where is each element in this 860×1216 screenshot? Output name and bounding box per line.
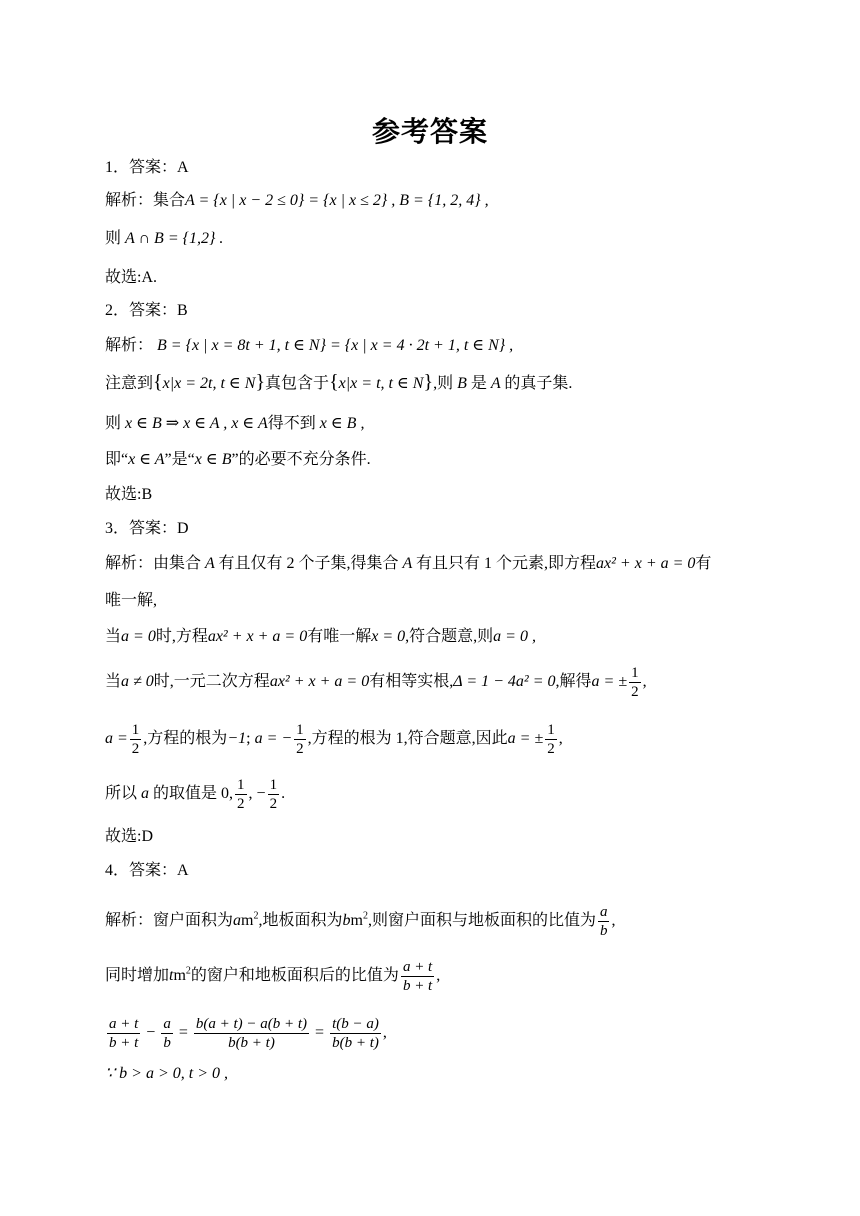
q2-note: 注意到{x|x = 2t, t ∈ N}真包含于{x|x = t, t ∈ N},则 B 是 A 的真子集.: [105, 371, 573, 393]
q4-answer: 4．答案：A: [105, 862, 189, 879]
page-title: 参考答案: [371, 115, 488, 148]
q3-line5: a = $\frac{1}{2}$ ,方程的根为−1; a = − $\frac{1}{2}$ ,方程的根为 1,符合题意,因此a = ± $\frac{1}{2}$ ,: [105, 722, 563, 757]
q2-answer: 2．答案：B: [105, 302, 188, 319]
q4-line1: 解析：窗户面积为$am^2$,地板面积为$bm^2$,则窗户面积与地板面积的比值为 $\frac{a}{b}$ ,: [105, 904, 616, 939]
q3-line1: 解析：由集合 A 有且仅有 2 个子集,得集合 A 有且只有 1 个元素,即方程ax² + x + a = 0有: [105, 555, 712, 572]
q2-select: 故选:B: [105, 486, 153, 503]
q3-select: 故选:D: [105, 828, 154, 845]
q3-answer: 3．答案：D: [105, 520, 189, 537]
q1-analysis: 解析：集合A = {x | x − 2 ≤ 0} = {x | x ≤ 2} , B = {1, 2, 4} ,: [105, 192, 489, 209]
q1-intersection: 则 A ∩ B = {1,2} .: [105, 230, 224, 247]
q2-condition: 即“x ∈ A”是“x ∈ B”的必要不充分条件.: [105, 451, 371, 468]
q4-line3: $\frac{a + t}{b + t}$ − $\frac{a}{b}$ = $\frac{b(a + t) - a(b + t)}{b(b + t)}$ = $\frac{t(b - a)}{b(b + t)}$ ,: [109, 1016, 387, 1051]
q4-line2: 同时增加$tm^2$的窗户和地板面积后的比值为 $\frac{a + t}{b + t}$ ,: [105, 959, 441, 994]
q2-analysis: 解析： B = {x | x = 8t + 1, t ∈ N} = {x | x = 4 · 2t + 1, t ∈ N} ,: [105, 337, 514, 354]
q3-line2: 唯一解,: [105, 592, 158, 609]
q4-line4: ∵ b > a > 0, t > 0 ,: [105, 1065, 229, 1082]
q3-line6: 所以 a 的取值是 0, $\frac{1}{2}$ , − $\frac{1}{2}$ .: [105, 777, 286, 812]
q1-answer: 1．答案：A: [105, 159, 189, 176]
q3-line3: 当a = 0时,方程ax² + x + a = 0有唯一解x = 0,符合题意,则a = 0 ,: [105, 628, 536, 645]
q3-line4: 当a ≠ 0时,一元二次方程ax² + x + a = 0有相等实根,Δ = 1 − 4a² = 0,解得a = ± $\frac{1}{2}$ ,: [105, 665, 647, 700]
q1-select: 故选:A.: [105, 269, 158, 286]
q2-implication: 则 x ∈ B ⇒ x ∈ A , x ∈ A得不到 x ∈ B ,: [105, 415, 365, 432]
